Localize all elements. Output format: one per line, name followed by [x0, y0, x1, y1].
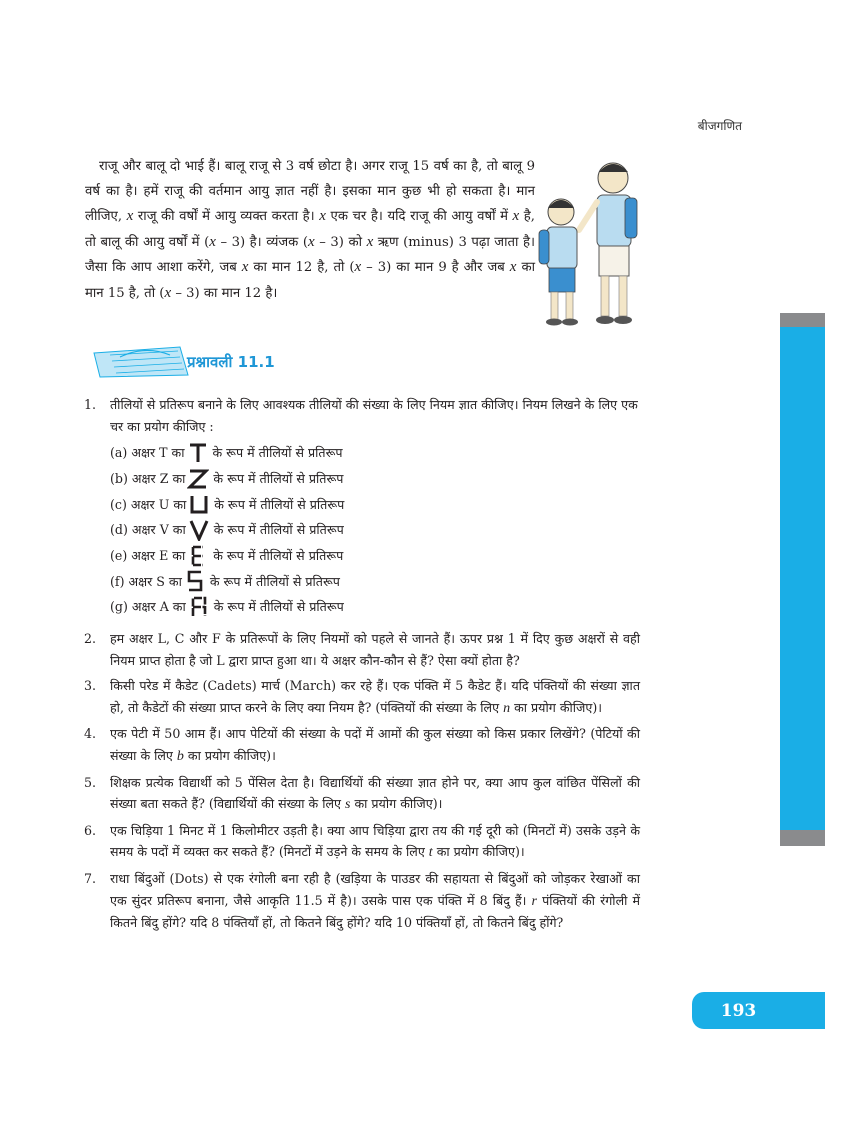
sidebar-gray-cap-top [780, 313, 825, 327]
intro-text: राजू और बालू दो भाई हैं। बालू राजू से 3 वर्ष छोटा है। अगर राजू 15 वर्ष का है, तो बालू 9 वर्ष का है। हमें राजू की वर्तमान आयु ज्ञात नहीं है। इसका मान कुछ भी हो सकता है। मान लीजिए, [85, 159, 535, 225]
sub-question-g: (g) अक्षर A का के रूप में तीलियों से प्रतिरूप [110, 594, 640, 620]
sub-question-d: (d) अक्षर V का के रूप में तीलियों से प्रतिरूप [110, 517, 640, 543]
intro-text: – 3) का मान 9 है और जब [361, 260, 510, 276]
intro-text: ऋण (minus) 3 पढ़ा जाता है। जैसा कि आप आशा करेंगे, जब [85, 234, 535, 276]
intro-paragraph [85, 155, 535, 307]
sub-question-a: (a) अक्षर T का के रूप में तीलियों से प्रतिरूप [110, 440, 640, 466]
question-text: एक चिड़िया 1 मिनट में 1 किलोमीटर उड़ती है। क्या आप चिड़िया द्वारा तय की गई दूरी को (मिनटों में) उसके उड़ने के समय के पदों में व्यक्त कर सकते हैं? (मिनटों में उड़ने के समय के लिए t का प्रयोग कीजिए)। [110, 822, 640, 861]
page-number: 193 [720, 1000, 757, 1021]
sub-question-b: (b) अक्षर Z का के रूप में तीलियों से प्रतिरूप [110, 466, 640, 492]
running-header: बीजगणित [697, 119, 742, 133]
variable-x: x [209, 233, 216, 250]
question-number: 5. [84, 774, 97, 790]
variable-n: n [503, 700, 511, 716]
exercise-title: प्रश्नावली 11.1 [187, 353, 275, 371]
variable-x: x [319, 208, 326, 225]
variable-x: x [366, 233, 374, 250]
sub-question-f: (f) अक्षर S का के रूप में तीलियों से प्रतिरूप [110, 569, 640, 595]
question-number: 2. [84, 631, 97, 646]
matchstick-u-icon [188, 493, 210, 515]
variable-t: t [428, 845, 433, 861]
variable-b: b [176, 748, 184, 764]
intro-text: का मान 15 है, तो ( [85, 260, 535, 301]
question-number: 3. [84, 678, 97, 694]
matchstick-v-icon [188, 519, 210, 541]
question-text: राधा बिंदुओं (Dots) से एक रंगोली बना रही है (खड़िया के पाउडर की सहायता से बिंदुओं को जोड़कर रेखाओं का एक सुंदर प्रतिरूप बनाना, जैसे आकृति 11.5 में है)। उसके पास एक पंक्ति में 8 बिंदु हैं। r पंक्तियों की रंगोली में कितने बिंदु होंगे? यदि 8 पंक्तियाँ हों, तो कितने बिंदु होंगे? यदि 10 पंक्तियाँ हों, तो कितने बिंदु होंगे? [110, 870, 640, 931]
question-number: 1. [84, 397, 97, 412]
sub-question-list [110, 440, 640, 620]
question-1 [84, 394, 640, 624]
matchstick-s-icon [184, 570, 206, 592]
question-6 [84, 820, 640, 864]
question-5 [84, 772, 640, 816]
page-number-tab [692, 992, 825, 1029]
question-number: 4. [84, 726, 97, 742]
question-7 [84, 868, 640, 934]
question-number: 6. [84, 822, 97, 838]
question-text: एक पेटी में 50 आम हैं। आप पेटियों की संख्या के पदों में आमों की कुल संख्या को किस प्रकार लिखेंगे? (पेटियों की संख्या के लिए b का प्रयोग कीजिए)। [110, 726, 640, 764]
intro-text: एक चर है। यदि राजू की आयु वर्षों में [325, 209, 513, 225]
variable-r: r [531, 893, 537, 909]
question-text: किसी परेड में कैडेट (Cadets) मार्च (March) कर रहे हैं। एक पंक्ति में 5 कैडेट हैं। यदि पंक्तियों की संख्या ज्ञात हो, तो कैडेटों की संख्या प्राप्त करने के लिए क्या नियम है? (पंक्तियों की संख्या के लिए n का प्रयोग कीजिए)। [110, 678, 640, 716]
variable-x: x [308, 233, 315, 250]
question-4 [84, 723, 640, 767]
matchstick-a-icon [188, 596, 210, 618]
variable-x: x [241, 259, 249, 276]
variable-x: x [164, 284, 172, 301]
question-list [84, 394, 640, 938]
variable-x: x [354, 259, 362, 276]
matchstick-t-icon [187, 442, 209, 464]
chapter-sidebar-bar [780, 327, 825, 830]
question-2 [84, 628, 640, 671]
question-text: शिक्षक प्रत्येक विद्यार्थी को 5 पेंसिल देता है। विद्यार्थियों की संख्या ज्ञात होने पर, क्या आप कुल वांछित पेंसिलों की संख्या बता सकते हैं? (विद्यार्थियों की संख्या के लिए s का प्रयोग कीजिए)। [110, 774, 640, 813]
matchstick-z-icon [187, 468, 209, 490]
intro-text: का मान 12 है, तो ( [248, 260, 355, 276]
question-3 [84, 675, 640, 719]
question-number: 7. [84, 870, 97, 886]
intro-text: – 3) को [314, 234, 367, 250]
intro-text: – 3) है। व्यंजक ( [215, 234, 309, 250]
sub-question-c: (c) अक्षर U का के रूप में तीलियों से प्रतिरूप [110, 492, 640, 518]
question-text: तीलियों से प्रतिरूप बनाने के लिए आवश्यक तीलियों की संख्या के लिए नियम ज्ञात कीजिए। नियम लिखने के लिए एक चर का प्रयोग कीजिए : [110, 397, 638, 434]
variable-x: x [512, 208, 520, 225]
question-text: हम अक्षर L, C और F के प्रतिरूपों के लिए नियमों को पहले से जानते हैं। ऊपर प्रश्न 1 में दिए कुछ अक्षरों से वही नियम प्राप्त होता है जो L द्वारा प्राप्त हुआ था। ये अक्षर कौन-कौन से हैं? ऐसा क्यों होता है? [110, 631, 640, 668]
intro-text: है, तो बालू की आयु वर्षों में ( [85, 209, 535, 250]
brothers-illustration [533, 150, 653, 330]
variable-x: x [126, 208, 134, 225]
intro-text: राजू की वर्षों में आयु व्यक्त करता है। [133, 209, 320, 225]
sub-question-e: (e) अक्षर E का के रूप में तीलियों से प्रतिरूप [110, 543, 640, 569]
variable-x: x [509, 259, 517, 276]
matchstick-e-icon [187, 545, 209, 567]
variable-s: s [344, 797, 351, 813]
intro-text: – 3) का मान 12 है। [171, 285, 278, 301]
sidebar-gray-cap-bottom [780, 830, 825, 846]
